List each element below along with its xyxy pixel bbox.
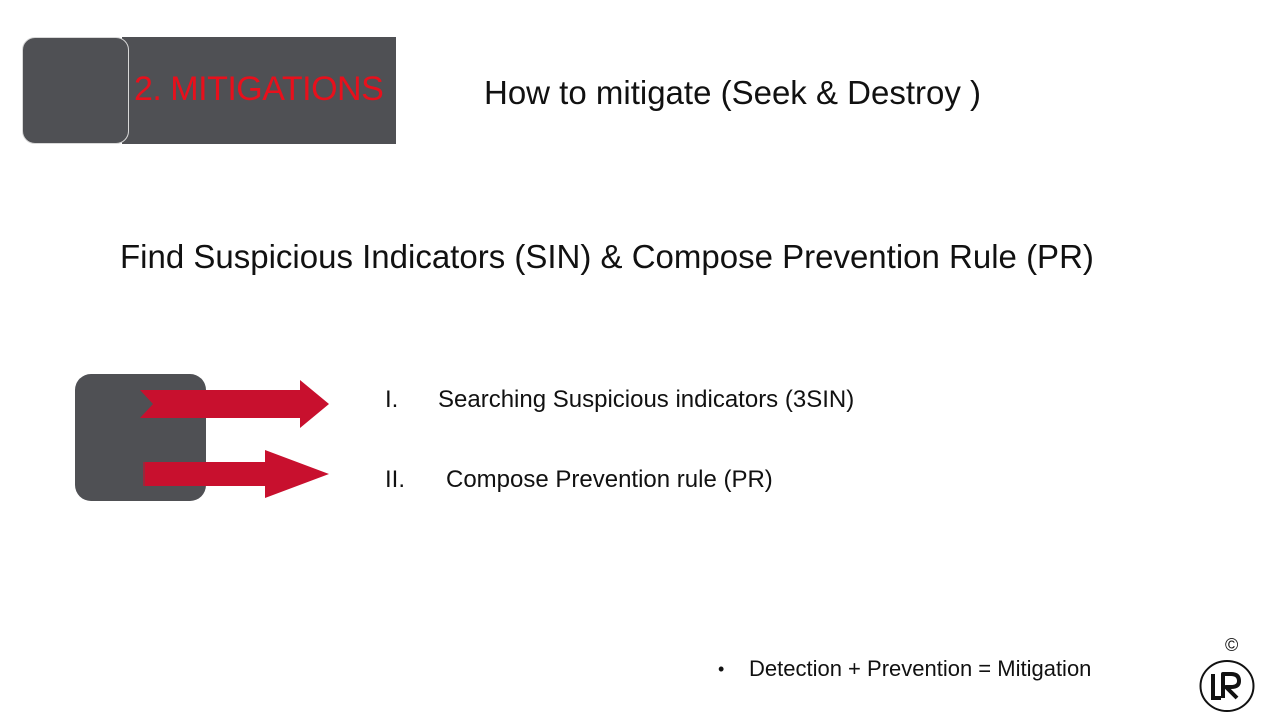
- footer-text: Detection + Prevention = Mitigation: [749, 656, 1092, 681]
- step-1-text: Searching Suspicious indicators (3SIN): [438, 386, 855, 413]
- slide-title: How to mitigate (Seek & Destroy ): [484, 74, 981, 111]
- section-badge-square: [22, 37, 129, 144]
- arrow-1-icon: [140, 380, 329, 428]
- arrow-2-icon: [145, 450, 329, 498]
- bullet-icon: •: [718, 659, 725, 679]
- step-1-numeral: I.: [385, 386, 399, 413]
- step-2-text: Compose Prevention rule (PR): [446, 466, 773, 493]
- lr-logo-icon: [1199, 660, 1255, 712]
- slide-subtitle: Find Suspicious Indicators (SIN) & Compose Prevention Rule (PR): [120, 238, 1094, 275]
- section-badge: [22, 37, 396, 144]
- step-2-numeral: II.: [385, 466, 406, 493]
- arrow-graphic: [75, 374, 335, 504]
- arrows-svg: [75, 374, 335, 504]
- section-label: 2. MITIGATIONS: [134, 70, 384, 108]
- copyright-symbol: ©: [1225, 635, 1239, 655]
